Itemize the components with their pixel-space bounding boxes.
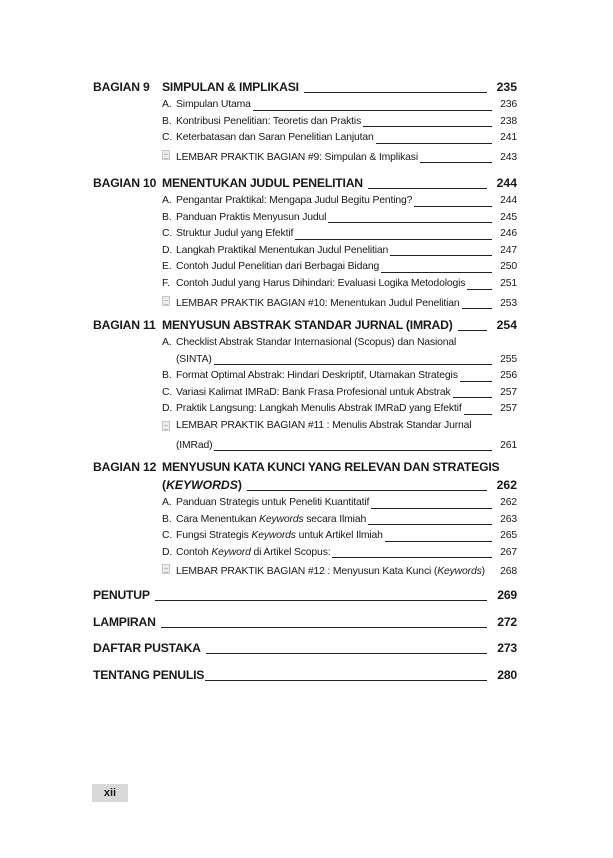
entry-marker: C. (162, 228, 173, 240)
toc-entry[interactable] (162, 528, 517, 545)
entry-title: Keterbatasan dan Saran Penelitian Lanjutan (176, 132, 374, 144)
dot-leader (155, 600, 487, 601)
entry-title: Struktur Judul yang Efektif (176, 228, 294, 240)
entry-page: 267 (500, 546, 517, 558)
entry-page: 241 (500, 132, 517, 144)
toc-entry[interactable] (162, 226, 517, 243)
dot-leader (385, 541, 492, 542)
toc-entry[interactable] (162, 545, 517, 562)
chapter-heading[interactable] (93, 175, 517, 192)
dot-leader (464, 414, 492, 415)
entry-marker: A. (162, 195, 172, 206)
entry-page: 245 (500, 211, 517, 223)
dot-leader (453, 397, 492, 398)
keywords-italic: KEYWORDS (166, 478, 238, 492)
chapter-label: BAGIAN 9 (93, 80, 150, 94)
backmatter-label: TENTANG PENULIS (93, 668, 205, 682)
entry-title: Variasi Kalimat IMRaD: Bank Frasa Profesional untuk Abstrak (176, 386, 451, 398)
toc-entry[interactable] (162, 130, 517, 147)
entry-title-continued: (SINTA) (176, 353, 212, 365)
backmatter-page: 269 (497, 588, 517, 602)
entry-title: Panduan Strategis untuk Peneliti Kuantitatif (176, 497, 370, 508)
paren-close: ) (237, 478, 242, 492)
toc-entry[interactable] (162, 97, 517, 114)
backmatter-page: 273 (497, 641, 517, 655)
toc-entry[interactable] (162, 114, 517, 131)
dot-leader (458, 330, 487, 331)
entry-title: LEMBAR PRAKTIK BAGIAN #9: Simpulan & Implikasi (176, 151, 418, 163)
toc-entry[interactable] (162, 335, 517, 368)
backmatter-label: PENUTUP (93, 588, 150, 602)
chapter-page: 254 (496, 318, 517, 332)
entry-marker: B. (162, 513, 172, 525)
entry-marker: B. (162, 370, 172, 382)
chapter-heading[interactable] (93, 79, 517, 96)
chapter-11 (93, 317, 517, 454)
toc-entry[interactable] (162, 210, 517, 227)
entry-marker: A. (162, 99, 172, 110)
entry-title: Contoh Judul Penelitian dari Berbagai Bidang (176, 261, 380, 273)
entry-page: 263 (500, 513, 517, 525)
entry-title: Pengantar Praktikal: Mengapa Judul Begitu Penting? (176, 195, 413, 206)
toc-entry-penutup[interactable] (93, 587, 517, 604)
chapter-9 (93, 79, 517, 166)
dot-leader (376, 143, 492, 144)
entry-page: 253 (500, 297, 517, 309)
entry-title-continued: (IMRad) (176, 439, 213, 451)
entry-page: 236 (500, 99, 517, 110)
entry-title: LEMBAR PRAKTIK BAGIAN #11 : Menulis Abstrak Standar Jurnal (176, 419, 472, 431)
dot-leader (460, 381, 492, 382)
entry-title: LEMBAR PRAKTIK BAGIAN #12 : Menyusun Kata Kunci (Keywords) (176, 566, 485, 578)
dot-leader (462, 308, 492, 309)
dot-leader (467, 289, 492, 290)
dot-leader (253, 110, 492, 111)
dot-leader (214, 364, 492, 365)
toc-entry[interactable] (162, 193, 517, 210)
entry-marker: C. (162, 386, 173, 398)
document-icon (162, 421, 170, 431)
chapter-page: 244 (496, 176, 517, 190)
dot-leader (304, 92, 487, 93)
entry-page: 268 (500, 566, 517, 578)
toc-entry-tentang-penulis[interactable] (93, 667, 517, 684)
entry-page: 250 (500, 261, 517, 273)
entry-page: 257 (500, 403, 517, 415)
entry-page: 265 (500, 530, 517, 542)
entry-marker: C. (162, 132, 173, 144)
dot-leader (214, 450, 492, 451)
entry-title: Contoh Keyword di Artikel Scopus: (176, 546, 331, 558)
dot-leader (328, 222, 492, 223)
entry-marker: F. (162, 277, 170, 289)
entry-marker: B. (162, 115, 172, 127)
entry-title: Format Optimal Abstrak: Hindari Deskriptif, Utamakan Strategis (176, 370, 458, 382)
chapter-page: 262 (496, 478, 517, 492)
toc-entry[interactable] (162, 401, 517, 418)
entry-page: 246 (500, 228, 517, 240)
toc-entry-practice[interactable] (162, 147, 517, 167)
entry-page: 257 (500, 386, 517, 398)
dot-leader (206, 653, 487, 654)
dot-leader (295, 239, 492, 240)
entry-marker: D. (162, 546, 173, 558)
toc-entry-daftar-pustaka[interactable] (93, 640, 517, 657)
chapter-10 (93, 175, 517, 312)
page-number: xii (92, 784, 128, 802)
entry-title: Contoh Judul yang Harus Dihindari: Evaluasi Logika Metodologis (176, 277, 466, 289)
paren-open: ( (162, 478, 167, 492)
chapter-label: BAGIAN 11 (93, 318, 156, 332)
dot-leader (247, 490, 487, 491)
entry-page: 247 (500, 244, 517, 256)
toc-entry[interactable] (162, 276, 517, 293)
entry-page: 262 (500, 497, 517, 508)
chapter-title: SIMPULAN & IMPLIKASI (162, 80, 299, 94)
entry-page: 238 (500, 115, 517, 127)
chapter-title: MENYUSUN ABSTRAK STANDAR JURNAL (IMRAD) (162, 318, 453, 332)
entry-marker: D. (162, 244, 173, 256)
toc-entry-practice[interactable] (162, 561, 517, 581)
dot-leader (371, 508, 492, 509)
dot-leader (368, 524, 492, 525)
backmatter-label: DAFTAR PUSTAKA (93, 641, 201, 655)
dot-leader (414, 206, 492, 207)
chapter-title-continued (162, 477, 242, 494)
document-icon (162, 296, 170, 306)
entry-page: 256 (500, 370, 517, 382)
toc-entry[interactable] (162, 243, 517, 260)
backmatter-page: 280 (497, 668, 517, 682)
entry-title: LEMBAR PRAKTIK BAGIAN #10: Menentukan Judul Penelitian (176, 297, 460, 309)
entry-marker: B. (162, 211, 172, 223)
entry-page: 255 (500, 353, 517, 365)
entry-page: 251 (500, 277, 517, 289)
toc-entry[interactable] (162, 512, 517, 529)
dot-leader (332, 557, 492, 558)
entry-marker: D. (162, 403, 173, 415)
toc-entry-lampiran[interactable] (93, 614, 517, 631)
chapter-12 (93, 459, 517, 581)
entry-marker: A. (162, 497, 172, 508)
toc-entry-practice[interactable] (162, 418, 517, 454)
dot-leader (487, 577, 492, 578)
dot-leader (390, 255, 492, 256)
entry-title: Langkah Praktikal Menentukan Judul Penelitian (176, 244, 389, 256)
entry-marker: A. (162, 337, 172, 348)
backmatter-page: 272 (497, 615, 517, 629)
chapter-heading[interactable] (93, 317, 517, 334)
dot-leader (205, 680, 487, 681)
document-icon (162, 564, 170, 574)
entry-marker: E. (162, 261, 172, 273)
entry-title: Kontribusi Penelitian: Teoretis dan Praktis (176, 115, 362, 127)
chapter-title: MENYUSUN KATA KUNCI YANG RELEVAN DAN STRATEGIS (162, 460, 500, 474)
entry-page: 261 (500, 439, 517, 451)
chapter-label: BAGIAN 10 (93, 176, 157, 190)
dot-leader (161, 627, 487, 628)
toc-entry[interactable] (162, 368, 517, 385)
document-icon (162, 150, 170, 160)
dot-leader (368, 188, 487, 189)
entry-title: Simpulan Utama (176, 99, 251, 110)
toc-entry[interactable] (162, 259, 517, 276)
toc-entry[interactable] (162, 385, 517, 402)
dot-leader (420, 162, 492, 163)
chapter-page: 235 (496, 80, 517, 94)
entry-page: 243 (500, 151, 517, 163)
chapter-title: MENENTUKAN JUDUL PENELITIAN (162, 176, 363, 190)
entry-page: 244 (500, 195, 517, 206)
entry-title: Fungsi Strategis Keywords untuk Artikel Ilmiah (176, 530, 383, 542)
entry-title: Panduan Praktis Menyusun Judul (176, 211, 327, 223)
backmatter-label: LAMPIRAN (93, 615, 156, 629)
entry-title: Checklist Abstrak Standar Internasional (Scopus) dan Nasional (176, 337, 457, 348)
toc-entry-practice[interactable] (162, 293, 517, 313)
chapter-heading[interactable] (93, 459, 517, 494)
toc-entry[interactable] (162, 495, 517, 512)
entry-title: Cara Menentukan Keywords secara Ilmiah (176, 513, 367, 525)
entry-marker: C. (162, 530, 173, 542)
chapter-label: BAGIAN 12 (93, 460, 157, 474)
entry-title: Praktik Langsung: Langkah Menulis Abstrak IMRaD yang Efektif (176, 403, 462, 415)
dot-leader (381, 272, 492, 273)
dot-leader (363, 126, 492, 127)
